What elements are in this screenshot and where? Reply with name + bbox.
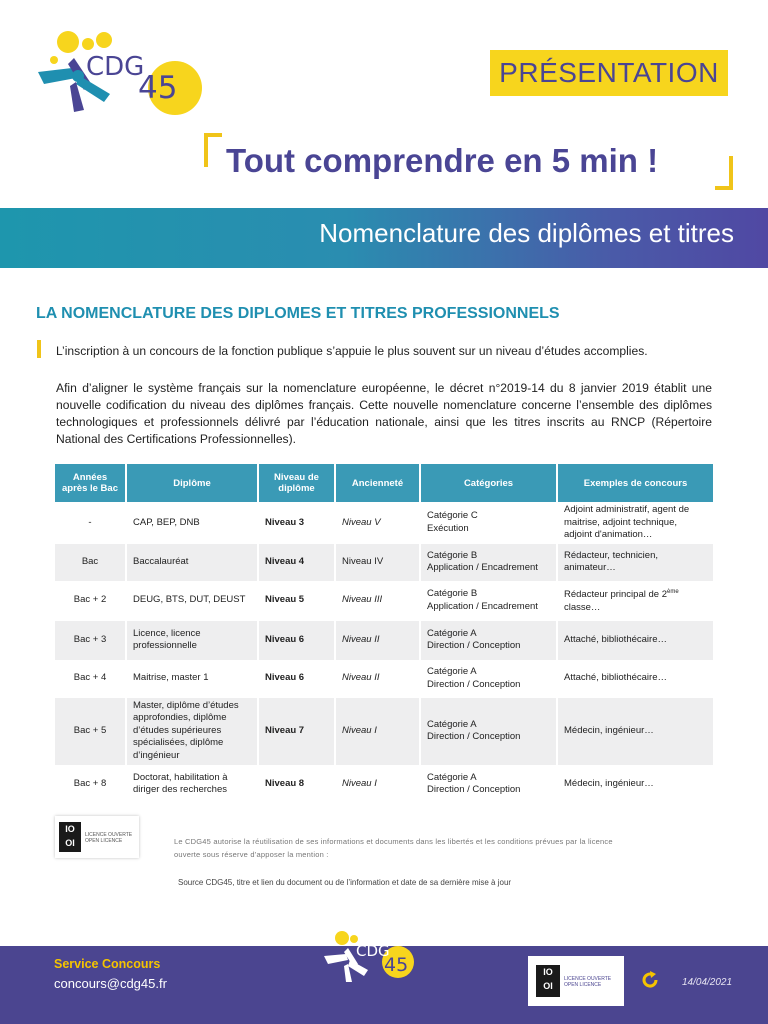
header-niveau: Niveau de diplôme	[258, 464, 335, 502]
categorie-name: Catégorie A	[427, 666, 477, 677]
footer-cdg45-logo	[320, 930, 420, 986]
table-row	[55, 765, 713, 804]
cell-exemples: Attaché, bibliothécaire…	[557, 621, 713, 660]
cell-categorie	[420, 660, 557, 698]
cell-anciennete: Niveau II	[335, 660, 420, 698]
cell-diplome: Licence, licence professionnelle	[126, 621, 258, 660]
footer-service: Service Concours	[54, 957, 161, 971]
cell-annees: Bac + 2	[55, 581, 126, 621]
cell-categorie	[420, 544, 557, 581]
categorie-name: Catégorie A	[427, 718, 477, 730]
categorie-role: Exécution	[427, 522, 469, 534]
licence-label	[85, 832, 132, 844]
categorie-role: Direction / Conception	[427, 731, 521, 742]
cell-categorie	[420, 502, 557, 544]
cell-diplome: CAP, BEP, DNB	[126, 502, 258, 544]
footer-licence-line1: LICENCE OUVERTE	[564, 976, 612, 982]
presentation-badge	[490, 50, 728, 96]
exemples-sup: ème	[666, 589, 679, 596]
cell-exemples: Attaché, bibliothécaire…	[557, 660, 713, 698]
footer-logo-text: CDG	[356, 942, 390, 960]
cell-exemples	[557, 581, 713, 621]
licence-box	[59, 822, 81, 852]
table-row	[55, 698, 713, 765]
licence-box-top: IO	[65, 824, 75, 834]
cell-anciennete: Niveau I	[335, 698, 420, 765]
header-anciennete: Ancienneté	[335, 464, 420, 502]
footer-licence-line2: OPEN LICENCE	[564, 982, 602, 988]
subtitle-banner	[0, 208, 768, 268]
categorie-name: Catégorie B	[427, 588, 478, 599]
cell-niveau: Niveau 8	[258, 765, 335, 804]
footer-licence-ouverte-icon	[528, 956, 624, 1006]
cell-anciennete: Niveau II	[335, 621, 420, 660]
header-annees: Années après le Bac	[55, 464, 126, 502]
badge-label: PRÉSENTATION	[499, 57, 719, 88]
cell-niveau: Niveau 7	[258, 698, 335, 765]
footer-licence-box-top: IO	[543, 967, 553, 977]
licence-box-bottom: OI	[65, 838, 75, 848]
cell-exemples: Médecin, ingénieur…	[557, 765, 713, 804]
footer-logo-number: 45	[384, 954, 409, 976]
categorie-name: Catégorie A	[427, 771, 477, 783]
cell-exemples: Médecin, ingénieur…	[557, 698, 713, 765]
table-row	[55, 544, 713, 581]
licence-line1: LICENCE OUVERTE	[85, 832, 133, 838]
banner-title: Nomenclature des diplômes et titres	[319, 218, 734, 248]
exemples-text-end: classe…	[564, 602, 601, 614]
cell-diplome: Baccalauréat	[126, 544, 258, 581]
header-categories: Catégories	[420, 464, 557, 502]
nomenclature-table	[55, 464, 713, 804]
footer-email-link[interactable]: concours@cdg45.fr	[54, 976, 167, 991]
cell-diplome: Master, diplôme d’études approfondies, diplôme d’études supérieures spécialisées, diplôme d’ingénieur	[126, 698, 258, 765]
cell-diplome: Maitrise, master 1	[126, 660, 258, 698]
footer-date: 14/04/2021	[682, 977, 733, 988]
refresh-icon	[640, 970, 660, 990]
cell-niveau: Niveau 5	[258, 581, 335, 621]
headline-bracket-right	[715, 156, 733, 190]
logo-number: 45	[138, 70, 178, 106]
cell-categorie	[420, 698, 557, 765]
table-row	[55, 660, 713, 698]
categorie-role: Direction / Conception	[427, 784, 521, 795]
decree-paragraph: Afin d’aligner le système français sur la nomenclature européenne, le décret n°2019-14 du 8 janvier 2019 établit une nouvelle codification du niveau des diplômes français. Cette nouvelle nomenclature concerne l’ensemble des diplômes technologiques et professionnels délivré par l’éducation nationale, ainsi que les titres inscrits au RNCP (Répertoire National des Certifications Professionnelles).	[56, 381, 712, 446]
categorie-role: Application / Encadrement	[427, 600, 538, 612]
headline-bracket-left	[204, 133, 222, 167]
footer-licence-label	[564, 976, 611, 988]
cell-annees: Bac + 3	[55, 621, 126, 660]
categorie-name: Catégorie C	[427, 510, 478, 522]
cell-niveau: Niveau 6	[258, 621, 335, 660]
cell-diplome: Doctorat, habilitation à diriger des recherches	[126, 765, 258, 804]
header-diplome: Diplôme	[126, 464, 258, 502]
footer-licence-box-bottom: OI	[543, 981, 553, 991]
categorie-role: Direction / Conception	[427, 678, 521, 690]
cell-annees: Bac	[55, 544, 126, 581]
cell-exemples: Rédacteur, technicien, animateur…	[557, 544, 713, 581]
refresh-icon-svg	[640, 970, 660, 990]
cell-categorie	[420, 581, 557, 621]
cell-diplome: DEUG, BTS, DUT, DEUST	[126, 581, 258, 621]
categorie-name: Catégorie A	[427, 627, 477, 639]
licence-ouverte-icon	[55, 816, 139, 858]
cell-anciennete: Niveau I	[335, 765, 420, 804]
page-title: Tout comprendre en 5 min !	[226, 142, 659, 179]
cell-niveau: Niveau 4	[258, 544, 335, 581]
footer-licence-box	[536, 965, 560, 997]
licence-line2: OPEN LICENCE	[85, 838, 123, 844]
section-title: LA NOMENCLATURE DES DIPLOMES ET TITRES PROFESSIONNELS	[36, 305, 560, 322]
accent-bar	[37, 340, 41, 358]
categorie-role: Application / Encadrement	[427, 562, 538, 573]
cell-annees: Bac + 5	[55, 698, 126, 765]
cell-categorie	[420, 765, 557, 804]
cell-anciennete: Niveau IV	[335, 544, 420, 581]
exemples-text: Rédacteur principal de 2	[564, 589, 667, 601]
table-row	[55, 581, 713, 621]
cell-categorie	[420, 621, 557, 660]
table-row	[55, 502, 713, 544]
cell-anciennete: Niveau V	[335, 502, 420, 544]
table-row	[55, 621, 713, 660]
intro-paragraph: L’inscription à un concours de la fonction publique s’appuie le plus souvent sur un niveau d’études accomplies.	[56, 344, 648, 358]
categorie-name: Catégorie B	[427, 549, 478, 561]
cell-niveau: Niveau 3	[258, 502, 335, 544]
logo-text: CDG	[86, 52, 145, 82]
cell-annees: -	[55, 502, 126, 544]
cell-annees: Bac + 4	[55, 660, 126, 698]
licence-source: Source CDG45, titre et lien du document ou de l’information et date de sa dernière mise à jour	[178, 878, 512, 887]
licence-notice: Le CDG45 autorise la réutilisation de ses informations et documents dans les libertés et les conditions prévues par la licence ouverte sous réserve d’apposer la mention :	[174, 837, 613, 859]
header-exemples: Exemples de concours	[557, 464, 713, 502]
cell-annees: Bac + 8	[55, 765, 126, 804]
cell-anciennete: Niveau III	[335, 581, 420, 621]
categorie-role: Direction / Conception	[427, 640, 521, 651]
cell-exemples: Adjoint administratif, agent de maitrise, adjoint technique, adjoint d'animation…	[557, 502, 713, 544]
footer-logo-mark	[320, 930, 420, 986]
cell-niveau: Niveau 6	[258, 660, 335, 698]
table-header-row	[55, 464, 713, 502]
